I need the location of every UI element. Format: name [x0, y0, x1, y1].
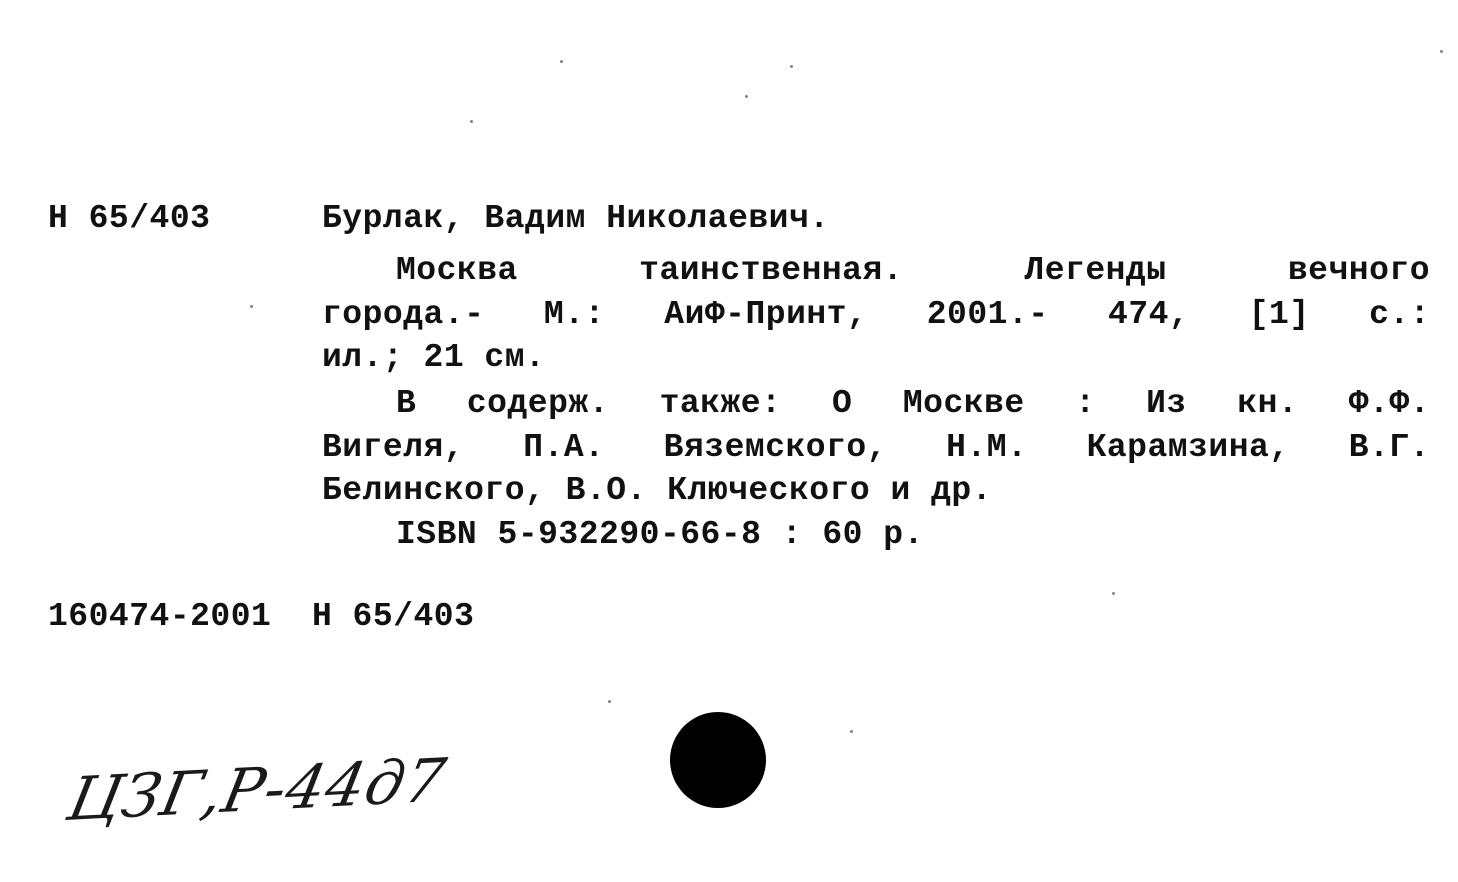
- shelfmark: Н 65/403: [48, 200, 211, 237]
- title-line-2: города.- М.: АиФ-Принт, 2001.- 474, [1] с.:: [322, 296, 1430, 333]
- author-heading: Бурлак, Вадим Николаевич.: [322, 200, 830, 237]
- title-line-1: Москва таинственная. Легенды вечного: [396, 252, 1430, 289]
- scan-speck: [790, 65, 793, 68]
- handwritten-note: ЦЗГ,Р-44д7: [62, 745, 452, 835]
- scan-speck: [470, 120, 473, 123]
- punch-hole: [670, 712, 766, 808]
- scan-speck: [250, 305, 253, 308]
- accession-number: 160474-2001 Н 65/403: [48, 598, 475, 635]
- title-line-3: ил.; 21 см.: [322, 339, 546, 376]
- contents-note-line-3: Белинского, В.О. Ключеского и др.: [322, 472, 993, 509]
- contents-note-line-1: В содерж. также: О Москве : Из кн. Ф.Ф.: [396, 385, 1430, 422]
- scan-speck: [560, 60, 563, 63]
- scan-speck: [608, 700, 611, 703]
- scan-speck: [1440, 50, 1443, 53]
- scan-speck: [850, 730, 853, 733]
- contents-note-line-2: Вигеля, П.А. Вяземского, Н.М. Карамзина, В.Г.: [322, 429, 1430, 466]
- scan-speck: [745, 95, 748, 98]
- scan-speck: [1112, 592, 1115, 595]
- isbn-price: ISBN 5-932290-66-8 : 60 р.: [396, 516, 924, 553]
